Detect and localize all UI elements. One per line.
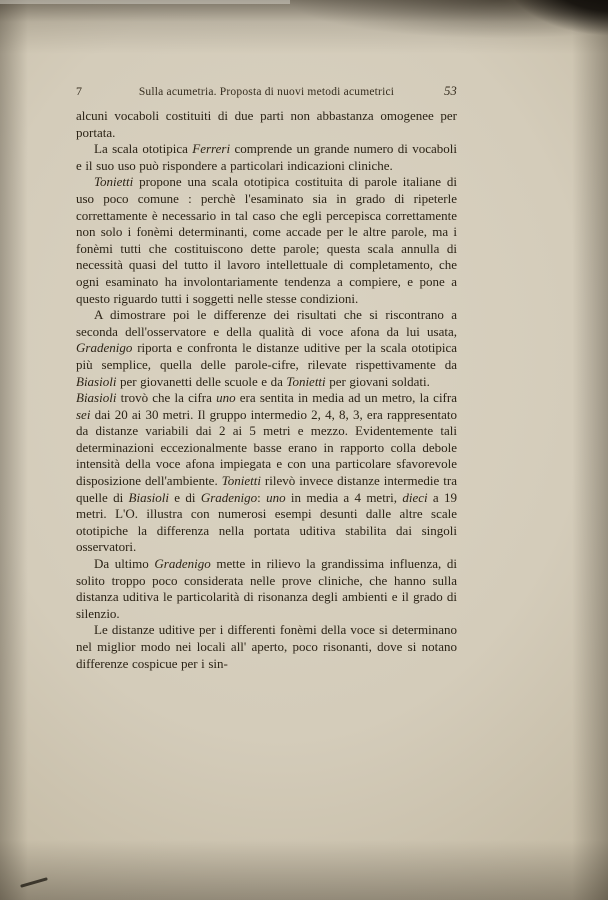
scan-edge-highlight <box>0 0 290 4</box>
running-head <box>76 84 457 99</box>
paragraph-5: Biasioli trovò che la cifra uno era sentita in media ad un metro, la cifra sei dai 20 ai 30 metri. Il gruppo intermedio 2, 4, 8, 3, era rappresentato da distanze variabili dai 2 ai 5 metri e mezzo. Evidentemente tali determinazioni eccezionalmente basse erano in rapporto colla debole intensità della voce afona impiegata e con una particolare sfavorevole disposizione dell'ambiente. Tonietti rilevò invece distanze intermedie tra quelle di Biasioli e di Gradenigo: uno in media a 4 metri, dieci a 19 metri. L'O. illustra con numerosi esempi desunti dalle altre scale ototipiche la differenza nella portata uditiva stabilita dai singoli osservatori. <box>76 390 457 555</box>
paragraph-1: alcuni vocaboli costituiti di due parti non abbastanza omogenee per portata. <box>76 108 457 140</box>
body-text <box>76 108 457 672</box>
bottom-left-pen-mark <box>20 877 48 888</box>
paragraph-3: Tonietti propone una scala ototipica costituita di parole italiane di uso poco comune : perchè l'esaminato sia in grado di ripeterle correttamente è necessario in tal caso che egli percepisca correttamente non solo i fonèmi determinanti, come accade per le altre parole, ma i fonèmi tutti che costituiscono dette parole; questa scala annulla di necessità quasi del tutto il lavoro intellettuale di completamento, che ogni esaminato ha involontariamente tendenza a compiere, e pone a questo riguardo tutti i soggetti nelle stesse condizioni. <box>76 174 457 306</box>
paragraph-7: Le distanze uditive per i differenti fonèmi della voce si determinano nel miglior modo nei locali all' aperto, poco risonanti, dove si notano differenze cospicue per i sin- <box>76 622 457 671</box>
paragraph-4: A dimostrare poi le differenze dei risultati che si riscontrano a seconda dell'osservatore e della qualità di voce afona da lui usata, Gradenigo riporta e confronta le distanze uditive per la scala ototipica più semplice, quella delle parole-cifre, rilevate rispettivamente da Biasioli per giovanetti delle scuole e da Tonietti per giovani soldati. <box>76 307 457 389</box>
paragraph-2: La scala ototipica Ferreri comprende un grande numero di vocaboli e il suo uso può rispondere a particolari indicazioni cliniche. <box>76 141 457 173</box>
page-number-left: 7 <box>76 84 83 98</box>
running-title: Sulla acumetria. Proposta di nuovi metodi acumetrici <box>138 86 395 98</box>
paragraph-6: Da ultimo Gradenigo mette in rilievo la grandissima influenza, di solito troppo poco considerata nelle prove cliniche, che hanno sulla distanza uditiva le particolarità di risonanza degli ambienti e il grado di silenzio. <box>76 556 457 621</box>
page-number-right: 53 <box>444 84 457 98</box>
